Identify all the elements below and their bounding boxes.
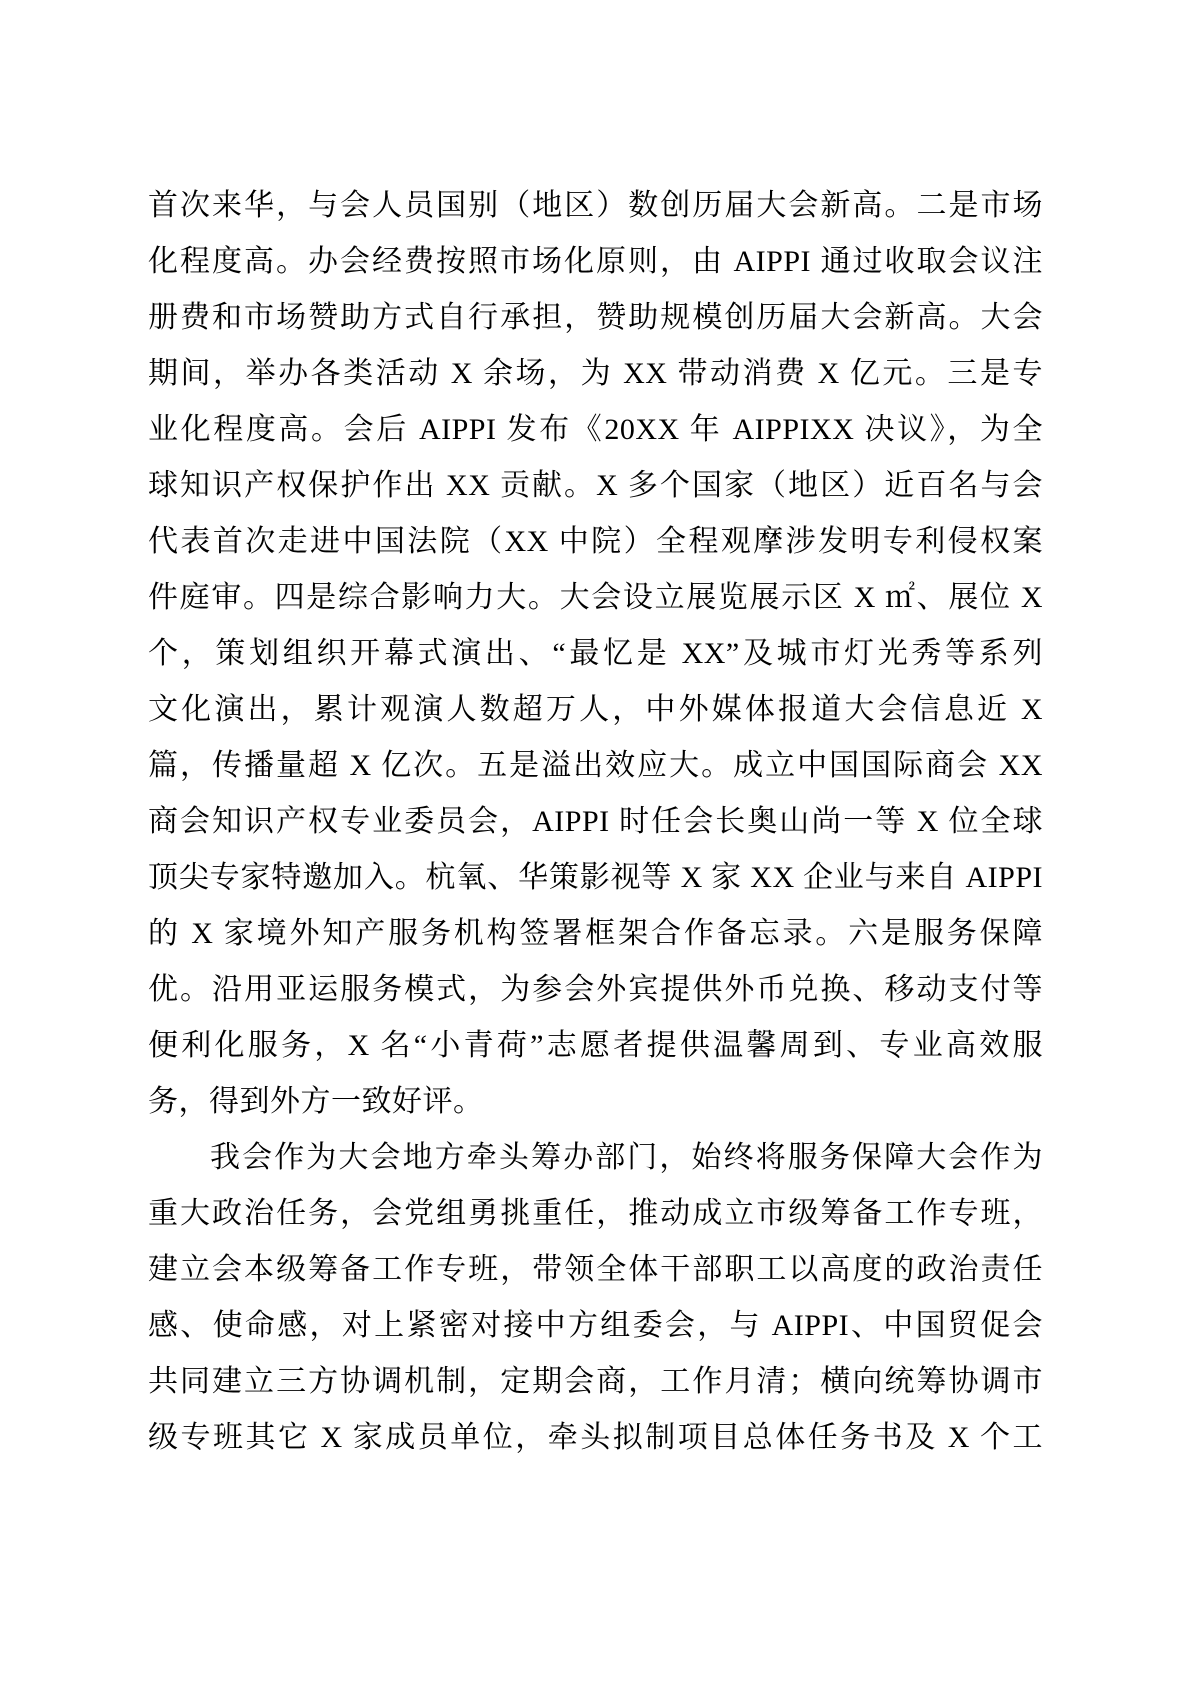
text-line: 建立会本级筹备工作专班，带领全体干部职工以高度的政治责任	[148, 1253, 1043, 1286]
text-line: 务，得到外方一致好评。	[148, 1085, 484, 1118]
text-line: 期间，举办各类活动 X 余场，为 XX 带动消费 X 亿元。三是专	[148, 357, 1043, 390]
text-line: 便利化服务，X 名“小青荷”志愿者提供温馨周到、专业高效服	[148, 1029, 1043, 1062]
text-line: 球知识产权保护作出 XX 贡献。X 多个国家（地区）近百名与会	[148, 469, 1043, 502]
text-line: 共同建立三方协调机制，定期会商，工作月清；横向统筹协调市	[148, 1365, 1043, 1398]
text-line: 个，策划组织开幕式演出、“最忆是 XX”及城市灯光秀等系列	[148, 637, 1043, 670]
text-line: 重大政治任务，会党组勇挑重任，推动成立市级筹备工作专班，	[148, 1197, 1043, 1230]
text-line: 化程度高。办会经费按照市场化原则，由 AIPPI 通过收取会议注	[148, 245, 1043, 278]
document-text-block	[148, 178, 1043, 1466]
text-line: 的 X 家境外知产服务机构签署框架合作备忘录。六是服务保障	[148, 917, 1043, 950]
text-line: 优。沿用亚运服务模式，为参会外宾提供外币兑换、移动支付等	[148, 973, 1043, 1006]
text-line: 商会知识产权专业委员会，AIPPI 时任会长奥山尚一等 X 位全球	[148, 805, 1043, 838]
text-line: 篇，传播量超 X 亿次。五是溢出效应大。成立中国国际商会 XX	[148, 749, 1043, 782]
text-line: 我会作为大会地方牵头筹办部门，始终将服务保障大会作为	[210, 1141, 1043, 1174]
text-line: 件庭审。四是综合影响力大。大会设立展览展示区 X ㎡、展位 X	[148, 581, 1043, 614]
text-line: 册费和市场赞助方式自行承担，赞助规模创历届大会新高。大会	[148, 301, 1043, 334]
text-line: 首次来华，与会人员国别（地区）数创历届大会新高。二是市场	[148, 189, 1043, 222]
text-line: 感、使命感，对上紧密对接中方组委会，与 AIPPI、中国贸促会	[148, 1309, 1043, 1342]
text-line: 业化程度高。会后 AIPPI 发布《20XX 年 AIPPIXX 决议》，为全	[148, 413, 1043, 446]
text-line: 代表首次走进中国法院（XX 中院）全程观摩涉发明专利侵权案	[148, 525, 1043, 558]
text-line: 文化演出，累计观演人数超万人，中外媒体报道大会信息近 X	[148, 693, 1043, 726]
text-line: 顶尖专家特邀加入。杭氧、华策影视等 X 家 XX 企业与来自 AIPPI	[148, 861, 1043, 894]
text-line: 级专班其它 X 家成员单位，牵头拟制项目总体任务书及 X 个工	[148, 1421, 1043, 1454]
